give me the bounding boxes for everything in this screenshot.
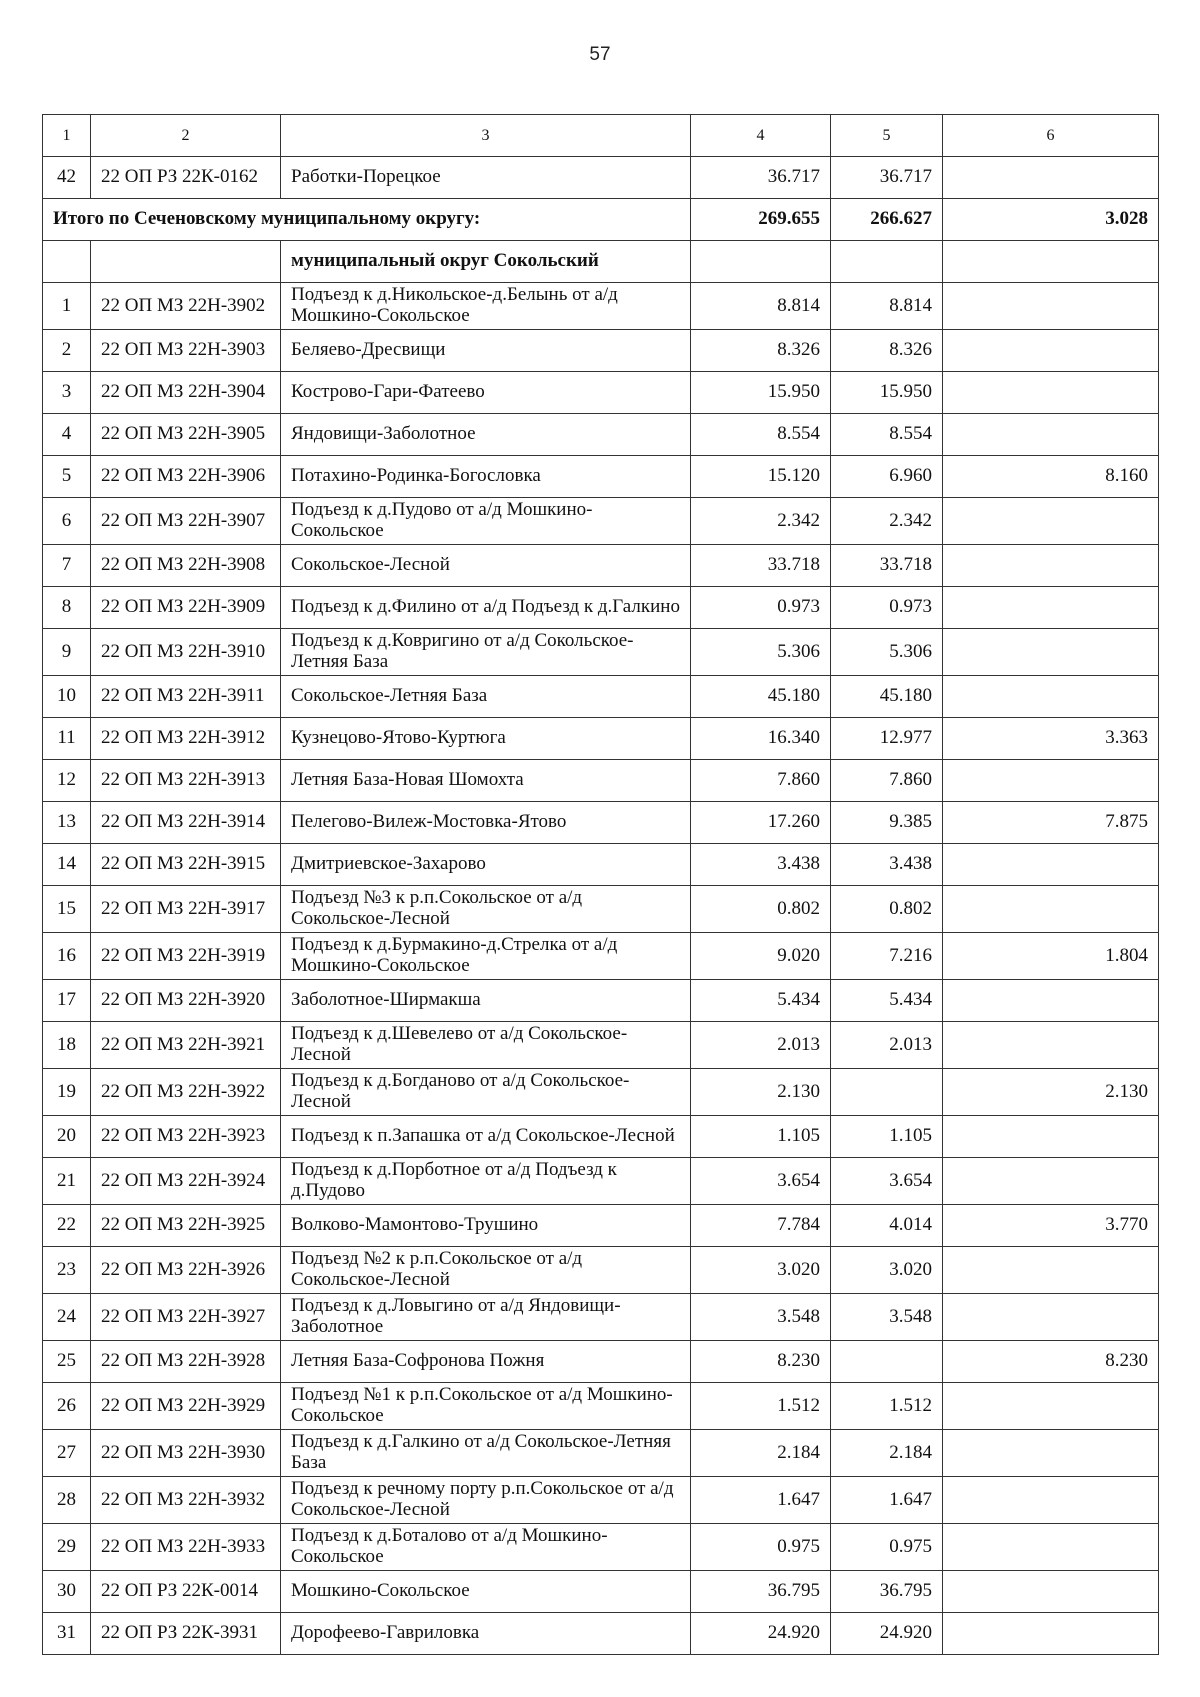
length-total: 24.920 bbox=[691, 1613, 831, 1655]
row-number: 42 bbox=[43, 157, 91, 199]
road-name: Подъезд к д.Бурмакино-д.Стрелка от а/д Мошкино-Сокольское bbox=[281, 933, 691, 980]
length-col6 bbox=[943, 1116, 1159, 1158]
table-row bbox=[43, 844, 1159, 886]
road-code: 22 ОП РЗ 22К-0162 bbox=[91, 157, 281, 199]
table-row bbox=[43, 1022, 1159, 1069]
road-code: 22 ОП МЗ 22Н-3930 bbox=[91, 1430, 281, 1477]
table-row bbox=[43, 1247, 1159, 1294]
length-col6 bbox=[943, 283, 1159, 330]
road-code: 22 ОП МЗ 22Н-3933 bbox=[91, 1524, 281, 1571]
total-label: Итого по Сеченовскому муниципальному округу: bbox=[43, 199, 691, 241]
road-name: Заболотное-Ширмакша bbox=[281, 980, 691, 1022]
length-col6 bbox=[943, 1022, 1159, 1069]
length-total: 8.230 bbox=[691, 1341, 831, 1383]
road-code: 22 ОП МЗ 22Н-3922 bbox=[91, 1069, 281, 1116]
row-number: 18 bbox=[43, 1022, 91, 1069]
row-number: 2 bbox=[43, 330, 91, 372]
road-name: Подъезд к речному порту р.п.Сокольское от а/д Сокольское-Лесной bbox=[281, 1477, 691, 1524]
road-name: Подъезд №1 к р.п.Сокольское от а/д Мошкино-Сокольское bbox=[281, 1383, 691, 1430]
length-total: 16.340 bbox=[691, 718, 831, 760]
length-col6 bbox=[943, 629, 1159, 676]
length-col6 bbox=[943, 1247, 1159, 1294]
road-name: Сокольское-Лесной bbox=[281, 545, 691, 587]
empty-cell bbox=[943, 241, 1159, 283]
length-col6: 8.230 bbox=[943, 1341, 1159, 1383]
length-col5: 24.920 bbox=[831, 1613, 943, 1655]
length-col5: 33.718 bbox=[831, 545, 943, 587]
row-number: 30 bbox=[43, 1571, 91, 1613]
length-col5: 3.020 bbox=[831, 1247, 943, 1294]
length-col6 bbox=[943, 545, 1159, 587]
table-row bbox=[43, 1116, 1159, 1158]
table-row bbox=[43, 372, 1159, 414]
road-name: Подъезд к д.Шевелево от а/д Сокольское-Лесной bbox=[281, 1022, 691, 1069]
table-row bbox=[43, 456, 1159, 498]
header-row bbox=[43, 115, 1159, 157]
length-total: 36.717 bbox=[691, 157, 831, 199]
table-row bbox=[43, 1613, 1159, 1655]
row-number: 21 bbox=[43, 1158, 91, 1205]
road-code: 22 ОП МЗ 22Н-3906 bbox=[91, 456, 281, 498]
length-total: 1.512 bbox=[691, 1383, 831, 1430]
table-row bbox=[43, 802, 1159, 844]
road-name: Подъезд №3 к р.п.Сокольское от а/д Сокольское-Лесной bbox=[281, 886, 691, 933]
road-code: 22 ОП МЗ 22Н-3924 bbox=[91, 1158, 281, 1205]
length-col6 bbox=[943, 498, 1159, 545]
length-total: 36.795 bbox=[691, 1571, 831, 1613]
road-name: Подъезд к д.Богданово от а/д Сокольское-Лесной bbox=[281, 1069, 691, 1116]
length-total: 2.130 bbox=[691, 1069, 831, 1116]
length-total: 0.975 bbox=[691, 1524, 831, 1571]
total-col4: 269.655 bbox=[691, 199, 831, 241]
row-number: 19 bbox=[43, 1069, 91, 1116]
road-name: Работки-Порецкое bbox=[281, 157, 691, 199]
road-name: Подъезд к д.Никольское-д.Белынь от а/д Мошкино-Сокольское bbox=[281, 283, 691, 330]
road-name: Летняя База-Софронова Пожня bbox=[281, 1341, 691, 1383]
road-code: 22 ОП МЗ 22Н-3911 bbox=[91, 676, 281, 718]
road-code: 22 ОП МЗ 22Н-3928 bbox=[91, 1341, 281, 1383]
length-col5: 8.814 bbox=[831, 283, 943, 330]
length-col5: 0.802 bbox=[831, 886, 943, 933]
road-name: Яндовищи-Заболотное bbox=[281, 414, 691, 456]
road-code: 22 ОП МЗ 22Н-3927 bbox=[91, 1294, 281, 1341]
row-number: 29 bbox=[43, 1524, 91, 1571]
header-cell: 2 bbox=[91, 115, 281, 157]
length-total: 5.306 bbox=[691, 629, 831, 676]
row-number: 14 bbox=[43, 844, 91, 886]
road-code: 22 ОП РЗ 22К-3931 bbox=[91, 1613, 281, 1655]
road-code: 22 ОП МЗ 22Н-3932 bbox=[91, 1477, 281, 1524]
length-col5: 1.105 bbox=[831, 1116, 943, 1158]
length-total: 5.434 bbox=[691, 980, 831, 1022]
row-number: 27 bbox=[43, 1430, 91, 1477]
length-total: 45.180 bbox=[691, 676, 831, 718]
length-col6 bbox=[943, 372, 1159, 414]
row-number: 31 bbox=[43, 1613, 91, 1655]
length-col6 bbox=[943, 1524, 1159, 1571]
length-col6: 8.160 bbox=[943, 456, 1159, 498]
road-code: 22 ОП МЗ 22Н-3917 bbox=[91, 886, 281, 933]
length-col6 bbox=[943, 330, 1159, 372]
length-col5: 2.342 bbox=[831, 498, 943, 545]
row-number: 25 bbox=[43, 1341, 91, 1383]
road-name: Подъезд к п.Запашка от а/д Сокольское-Лесной bbox=[281, 1116, 691, 1158]
row-number: 22 bbox=[43, 1205, 91, 1247]
table-row bbox=[43, 1477, 1159, 1524]
table-row bbox=[43, 1158, 1159, 1205]
road-code: 22 ОП МЗ 22Н-3910 bbox=[91, 629, 281, 676]
table-row bbox=[43, 545, 1159, 587]
length-col6 bbox=[943, 1477, 1159, 1524]
section-row bbox=[43, 241, 1159, 283]
length-col5: 2.184 bbox=[831, 1430, 943, 1477]
length-total: 3.548 bbox=[691, 1294, 831, 1341]
road-name: Подъезд к д.Галкино от а/д Сокольское-Летняя База bbox=[281, 1430, 691, 1477]
road-code: 22 ОП МЗ 22Н-3923 bbox=[91, 1116, 281, 1158]
road-code: 22 ОП МЗ 22Н-3915 bbox=[91, 844, 281, 886]
row-number: 20 bbox=[43, 1116, 91, 1158]
length-col6 bbox=[943, 1158, 1159, 1205]
road-code: 22 ОП МЗ 22Н-3902 bbox=[91, 283, 281, 330]
road-code: 22 ОП МЗ 22Н-3914 bbox=[91, 802, 281, 844]
table-row bbox=[43, 980, 1159, 1022]
road-name: Пелегово-Вилеж-Мостовка-Ятово bbox=[281, 802, 691, 844]
table-row bbox=[43, 676, 1159, 718]
row-number: 3 bbox=[43, 372, 91, 414]
table-row bbox=[43, 1205, 1159, 1247]
header-cell: 5 bbox=[831, 115, 943, 157]
length-total: 3.020 bbox=[691, 1247, 831, 1294]
road-code: 22 ОП МЗ 22Н-3913 bbox=[91, 760, 281, 802]
length-total: 15.950 bbox=[691, 372, 831, 414]
table-row bbox=[43, 718, 1159, 760]
length-col6: 7.875 bbox=[943, 802, 1159, 844]
road-code: 22 ОП МЗ 22Н-3925 bbox=[91, 1205, 281, 1247]
row-number: 15 bbox=[43, 886, 91, 933]
length-col6 bbox=[943, 1294, 1159, 1341]
page-number: 57 bbox=[589, 44, 611, 65]
length-col5 bbox=[831, 1341, 943, 1383]
table-row bbox=[43, 1341, 1159, 1383]
road-code: 22 ОП МЗ 22Н-3920 bbox=[91, 980, 281, 1022]
length-col6: 3.770 bbox=[943, 1205, 1159, 1247]
row-number: 9 bbox=[43, 629, 91, 676]
length-col5: 2.013 bbox=[831, 1022, 943, 1069]
length-col6 bbox=[943, 1383, 1159, 1430]
road-name: Подъезд к д.Пудово от а/д Мошкино-Сокольское bbox=[281, 498, 691, 545]
header-cell: 6 bbox=[943, 115, 1159, 157]
length-col6 bbox=[943, 980, 1159, 1022]
length-col5: 36.717 bbox=[831, 157, 943, 199]
length-total: 3.654 bbox=[691, 1158, 831, 1205]
table-row bbox=[43, 414, 1159, 456]
length-total: 8.814 bbox=[691, 283, 831, 330]
length-total: 8.554 bbox=[691, 414, 831, 456]
length-col6 bbox=[943, 1430, 1159, 1477]
road-code: 22 ОП МЗ 22Н-3912 bbox=[91, 718, 281, 760]
row-number: 4 bbox=[43, 414, 91, 456]
header-cell: 4 bbox=[691, 115, 831, 157]
road-code: 22 ОП МЗ 22Н-3903 bbox=[91, 330, 281, 372]
length-col6 bbox=[943, 844, 1159, 886]
length-total: 33.718 bbox=[691, 545, 831, 587]
length-col6: 2.130 bbox=[943, 1069, 1159, 1116]
table-row bbox=[43, 498, 1159, 545]
row-number: 10 bbox=[43, 676, 91, 718]
table-row bbox=[43, 587, 1159, 629]
table-row bbox=[43, 1383, 1159, 1430]
section-title: муниципальный округ Сокольский bbox=[281, 241, 691, 283]
total-row bbox=[43, 199, 1159, 241]
length-total: 1.647 bbox=[691, 1477, 831, 1524]
road-name: Подъезд к д.Ловыгино от а/д Яндовищи-Заболотное bbox=[281, 1294, 691, 1341]
road-name: Дмитриевское-Захарово bbox=[281, 844, 691, 886]
table-row bbox=[43, 1069, 1159, 1116]
length-total: 0.802 bbox=[691, 886, 831, 933]
road-name: Потахино-Родинка-Богословка bbox=[281, 456, 691, 498]
length-col5: 12.977 bbox=[831, 718, 943, 760]
header-cell: 3 bbox=[281, 115, 691, 157]
row-number: 28 bbox=[43, 1477, 91, 1524]
road-code: 22 ОП МЗ 22Н-3908 bbox=[91, 545, 281, 587]
row-number: 16 bbox=[43, 933, 91, 980]
road-name: Сокольское-Летняя База bbox=[281, 676, 691, 718]
length-col6 bbox=[943, 676, 1159, 718]
length-col5: 5.306 bbox=[831, 629, 943, 676]
empty-cell bbox=[43, 241, 91, 283]
empty-cell bbox=[831, 241, 943, 283]
length-col5: 6.960 bbox=[831, 456, 943, 498]
length-col6: 3.363 bbox=[943, 718, 1159, 760]
table-row bbox=[43, 1524, 1159, 1571]
table-row bbox=[43, 157, 1159, 199]
length-col5: 5.434 bbox=[831, 980, 943, 1022]
total-col5: 266.627 bbox=[831, 199, 943, 241]
empty-cell bbox=[691, 241, 831, 283]
length-total: 1.105 bbox=[691, 1116, 831, 1158]
row-number: 7 bbox=[43, 545, 91, 587]
table-row bbox=[43, 1571, 1159, 1613]
road-code: 22 ОП РЗ 22К-0014 bbox=[91, 1571, 281, 1613]
table-row bbox=[43, 330, 1159, 372]
length-col6 bbox=[943, 760, 1159, 802]
roads-table bbox=[42, 114, 1159, 1655]
length-col5: 3.438 bbox=[831, 844, 943, 886]
table-row bbox=[43, 1430, 1159, 1477]
length-col5: 8.554 bbox=[831, 414, 943, 456]
empty-cell bbox=[91, 241, 281, 283]
table-row bbox=[43, 629, 1159, 676]
length-total: 17.260 bbox=[691, 802, 831, 844]
length-col5: 7.860 bbox=[831, 760, 943, 802]
road-name: Мошкино-Сокольское bbox=[281, 1571, 691, 1613]
header-cell: 1 bbox=[43, 115, 91, 157]
length-col5: 0.973 bbox=[831, 587, 943, 629]
row-number: 5 bbox=[43, 456, 91, 498]
table-row bbox=[43, 283, 1159, 330]
length-col5: 3.548 bbox=[831, 1294, 943, 1341]
length-col5: 7.216 bbox=[831, 933, 943, 980]
length-col6 bbox=[943, 886, 1159, 933]
total-col6: 3.028 bbox=[943, 199, 1159, 241]
road-code: 22 ОП МЗ 22Н-3904 bbox=[91, 372, 281, 414]
row-number: 24 bbox=[43, 1294, 91, 1341]
row-number: 1 bbox=[43, 283, 91, 330]
row-number: 23 bbox=[43, 1247, 91, 1294]
length-col6: 1.804 bbox=[943, 933, 1159, 980]
road-code: 22 ОП МЗ 22Н-3926 bbox=[91, 1247, 281, 1294]
table-row bbox=[43, 886, 1159, 933]
road-name: Подъезд к д.Филино от а/д Подъезд к д.Галкино bbox=[281, 587, 691, 629]
length-col6 bbox=[943, 414, 1159, 456]
road-name: Подъезд №2 к р.п.Сокольское от а/д Сокольское-Лесной bbox=[281, 1247, 691, 1294]
length-total: 8.326 bbox=[691, 330, 831, 372]
row-number: 6 bbox=[43, 498, 91, 545]
length-col6 bbox=[943, 157, 1159, 199]
length-total: 9.020 bbox=[691, 933, 831, 980]
length-total: 7.784 bbox=[691, 1205, 831, 1247]
length-col5: 9.385 bbox=[831, 802, 943, 844]
road-code: 22 ОП МЗ 22Н-3907 bbox=[91, 498, 281, 545]
length-col5: 0.975 bbox=[831, 1524, 943, 1571]
road-name: Летняя База-Новая Шомохта bbox=[281, 760, 691, 802]
length-total: 15.120 bbox=[691, 456, 831, 498]
length-col5: 36.795 bbox=[831, 1571, 943, 1613]
road-name: Подъезд к д.Боталово от а/д Мошкино-Сокольское bbox=[281, 1524, 691, 1571]
road-name: Кострово-Гари-Фатеево bbox=[281, 372, 691, 414]
length-col6 bbox=[943, 1613, 1159, 1655]
road-name: Подъезд к д.Ковригино от а/д Сокольское-Летняя База bbox=[281, 629, 691, 676]
road-code: 22 ОП МЗ 22Н-3929 bbox=[91, 1383, 281, 1430]
length-col5: 1.512 bbox=[831, 1383, 943, 1430]
road-name: Волково-Мамонтово-Трушино bbox=[281, 1205, 691, 1247]
road-code: 22 ОП МЗ 22Н-3905 bbox=[91, 414, 281, 456]
length-total: 7.860 bbox=[691, 760, 831, 802]
road-name: Дорофеево-Гавриловка bbox=[281, 1613, 691, 1655]
table-row bbox=[43, 933, 1159, 980]
length-col5: 4.014 bbox=[831, 1205, 943, 1247]
row-number: 13 bbox=[43, 802, 91, 844]
row-number: 8 bbox=[43, 587, 91, 629]
row-number: 26 bbox=[43, 1383, 91, 1430]
length-col5 bbox=[831, 1069, 943, 1116]
road-name: Подъезд к д.Порботное от а/д Подъезд к д.Пудово bbox=[281, 1158, 691, 1205]
length-total: 2.184 bbox=[691, 1430, 831, 1477]
length-col5: 3.654 bbox=[831, 1158, 943, 1205]
length-total: 2.013 bbox=[691, 1022, 831, 1069]
road-code: 22 ОП МЗ 22Н-3921 bbox=[91, 1022, 281, 1069]
length-total: 3.438 bbox=[691, 844, 831, 886]
length-col5: 8.326 bbox=[831, 330, 943, 372]
row-number: 11 bbox=[43, 718, 91, 760]
road-code: 22 ОП МЗ 22Н-3909 bbox=[91, 587, 281, 629]
row-number: 17 bbox=[43, 980, 91, 1022]
length-col5: 1.647 bbox=[831, 1477, 943, 1524]
table-row bbox=[43, 1294, 1159, 1341]
table-row bbox=[43, 760, 1159, 802]
length-col5: 45.180 bbox=[831, 676, 943, 718]
road-name: Кузнецово-Ятово-Куртюга bbox=[281, 718, 691, 760]
length-col6 bbox=[943, 587, 1159, 629]
length-col6 bbox=[943, 1571, 1159, 1613]
road-name: Беляево-Дресвищи bbox=[281, 330, 691, 372]
length-col5: 15.950 bbox=[831, 372, 943, 414]
length-total: 2.342 bbox=[691, 498, 831, 545]
row-number: 12 bbox=[43, 760, 91, 802]
road-code: 22 ОП МЗ 22Н-3919 bbox=[91, 933, 281, 980]
length-total: 0.973 bbox=[691, 587, 831, 629]
